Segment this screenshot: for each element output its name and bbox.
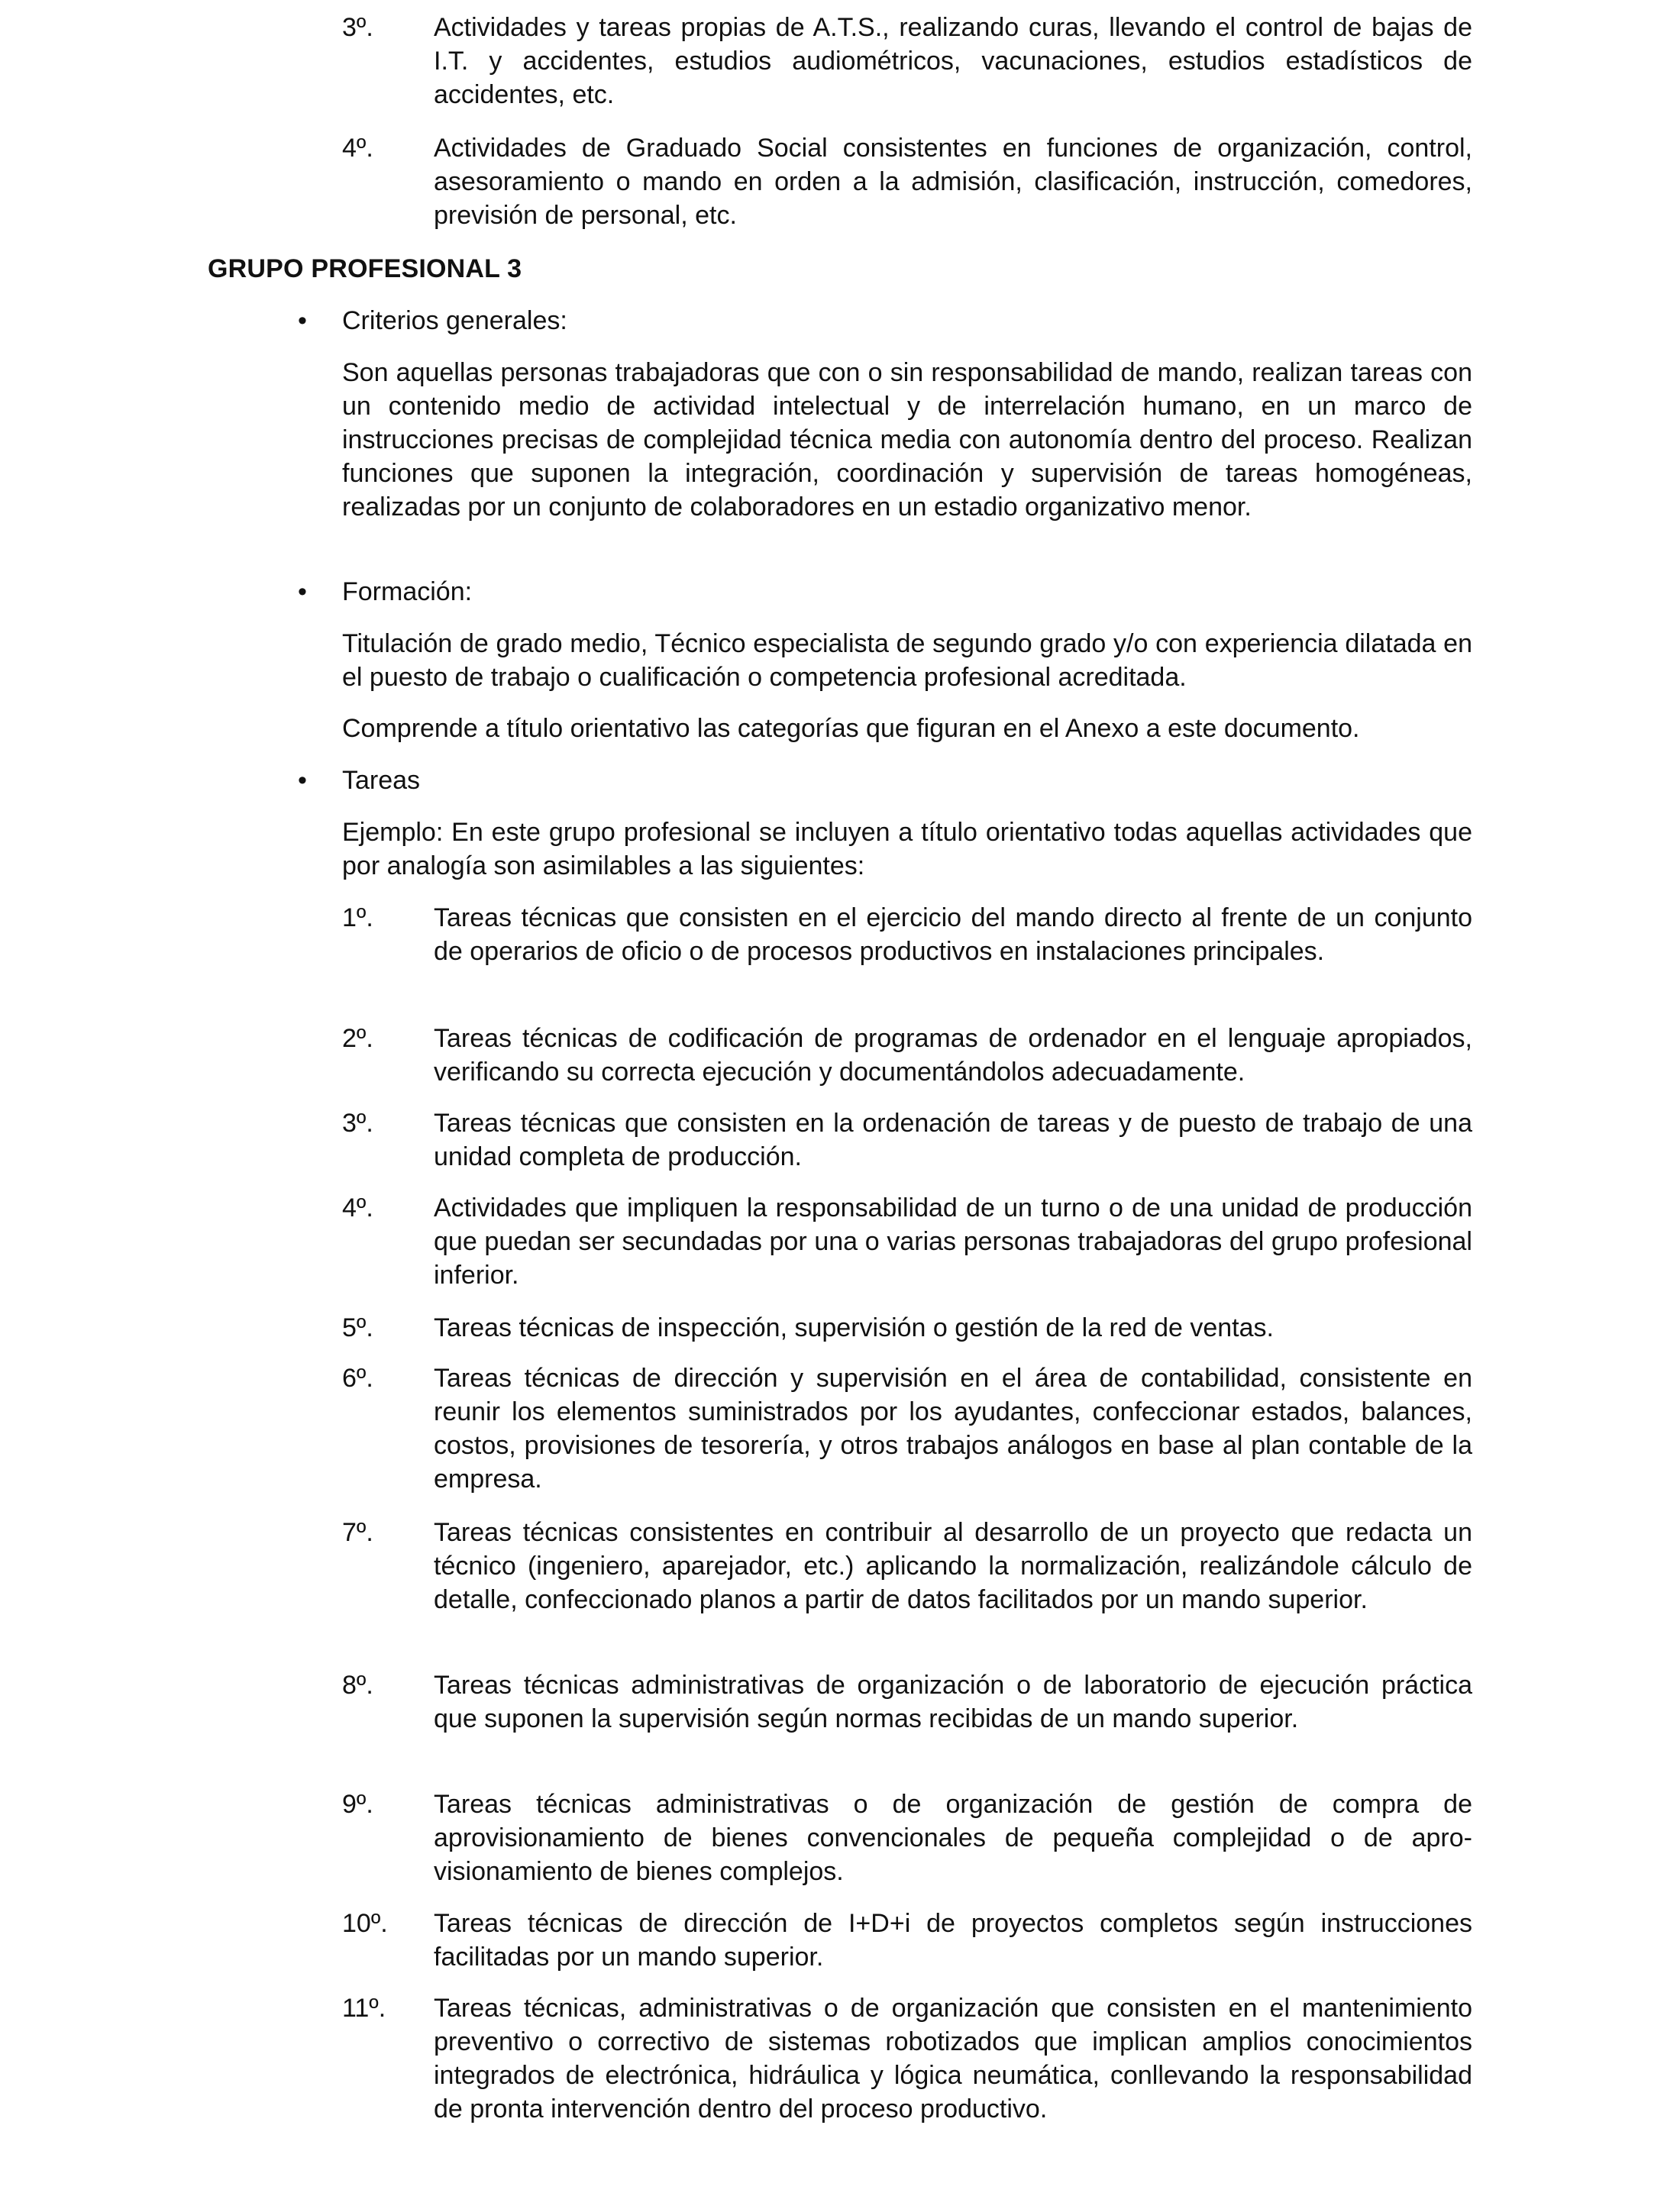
item-text: Tareas técnicas de inspección, supervisión o gestión de la red de ventas.	[434, 1313, 1274, 1342]
item-text: Tareas técnicas administrativas o de organización de gestión de compra de aprovisionamiento de bienes convencionales de pequeña complejidad o de aprovisionamiento de bienes complejos.	[434, 1790, 1472, 1886]
item-number: 11º.	[342, 1994, 386, 2023]
item-number: 4º.	[342, 134, 373, 163]
item-number: 3º.	[342, 1109, 373, 1138]
item-number: 3º.	[342, 13, 373, 42]
item-number: 2º.	[342, 1024, 373, 1053]
group-heading: GRUPO PROFESIONAL 3	[208, 254, 522, 283]
item-text: Actividades y tareas propias de A.T.S., realizando curas, llevando el control de bajas de I.T. y accidentes, estudios audiométricos, vacunaciones, estudios estadísticos de accidentes, etc.	[434, 13, 1472, 109]
bullet-icon: •	[298, 577, 307, 606]
item-text: Tareas técnicas que consisten en la ordenación de tareas y de puesto de trabajo de una unidad completa de producción.	[434, 1109, 1472, 1171]
item-text: Tareas técnicas de dirección y supervisión en el área de contabilidad, consistente en reunir los elementos suministrados por los ayudantes, confeccionar estados, balances, costos, provisiones de tesorería, y otros trabajos análogos en base al plan contable de la empresa.	[434, 1364, 1472, 1494]
item-text: Tareas técnicas de codificación de programas de ordenador en el lenguaje apropiados, verificando su correcta ejecución y documentándolos adecuadamente.	[434, 1024, 1472, 1087]
item-text: Tareas técnicas de dirección de I+D+i de proyectos completos según instrucciones facilitadas por un mando superior.	[434, 1909, 1472, 1972]
criterios-text: Son aquellas personas trabajadoras que con o sin responsabilidad de mando, realizan tareas con un contenido medio de actividad intelectual y de interrelación humano, en un marco de instrucciones precisas de complejidad técnica media con autonomía dentro del proceso. Realizan funciones que suponen la integración, coordinación y supervisión de tareas homogéneas, realizadas por un conjunto de colaboradores en un estadio organizativo menor.	[342, 358, 1472, 522]
item-number: 1º.	[342, 903, 373, 932]
item-text: Tareas técnicas administrativas de organización o de laboratorio de ejecución práctica que suponen la supervisión según normas recibidas de un mando superior.	[434, 1671, 1472, 1733]
criterios-label: Criterios generales:	[342, 306, 567, 335]
item-text: Actividades que impliquen la responsabilidad de un turno o de una unidad de producción que puedan ser secundadas por una o varias personas trabajadoras del grupo profesional inferior.	[434, 1193, 1472, 1290]
tareas-intro: Ejemplo: En este grupo profesional se incluyen a título orientativo todas aquellas actividades que por analogía son asimilables a las siguientes:	[342, 818, 1472, 880]
item-text: Tareas técnicas que consisten en el ejercicio del mando directo al frente de un conjunto de operarios de oficio o de procesos productivos en instalaciones principales.	[434, 903, 1472, 966]
bullet-icon: •	[298, 766, 307, 795]
item-text: Tareas técnicas consistentes en contribuir al desarrollo de un proyecto que redacta un técnico (ingeniero, aparejador, etc.) aplicando la normalización, realizándole cálculo de detalle, confeccionado planos a partir de datos facilitados por un mando superior.	[434, 1518, 1472, 1614]
item-number: 8º.	[342, 1671, 373, 1700]
item-text: Actividades de Graduado Social consistentes en funciones de organización, control, asesoramiento o mando en orden a la admisión, clasificación, instrucción, comedores, previsión de personal, etc.	[434, 134, 1472, 230]
item-number: 5º.	[342, 1313, 373, 1342]
tareas-label: Tareas	[342, 766, 421, 795]
item-number: 6º.	[342, 1364, 373, 1393]
bullet-icon: •	[298, 306, 307, 335]
item-number: 7º.	[342, 1518, 373, 1547]
item-number: 9º.	[342, 1790, 373, 1819]
item-text: Tareas técnicas, administrativas o de organización que consisten en el mantenimiento preventivo o correctivo de sistemas robotizados que implican amplios conocimientos integrados de electrónica, hidráulica y lógica neumática, conllevando la responsabilidad de pronta intervención dentro del proceso productivo.	[434, 1994, 1472, 2124]
item-number: 10º.	[342, 1909, 388, 1938]
formacion-label: Formación:	[342, 577, 473, 606]
formacion-text: Titulación de grado medio, Técnico especialista de segundo grado y/o con experiencia dilatada en el puesto de trabajo o cualificación o competencia profesional acreditada.	[342, 629, 1472, 692]
item-number: 4º.	[342, 1193, 373, 1222]
formacion-note: Comprende a título orientativo las categorías que figuran en el Anexo a este documento.	[342, 714, 1360, 743]
